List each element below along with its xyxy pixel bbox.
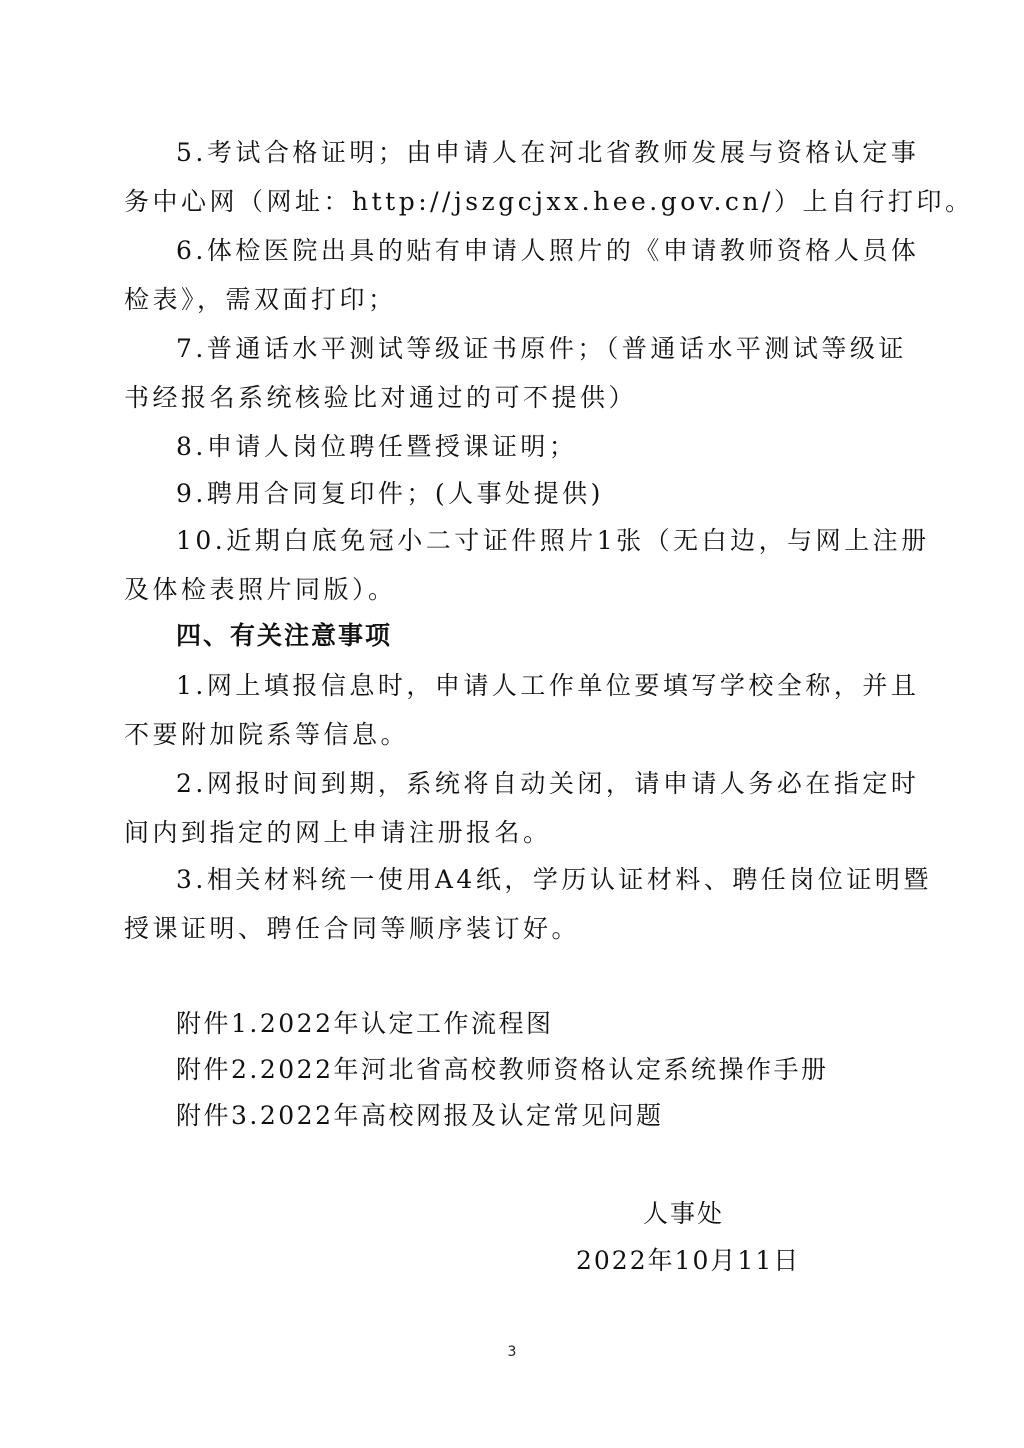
signature-date: 2022年10月11日 <box>576 1246 801 1275</box>
note-item-3-line-1: 3.相关材料统一使用A4纸，学历认证材料、聘任岗位证明暨 <box>176 865 932 894</box>
note-item-2-line-2: 间内到指定的网上申请注册报名。 <box>124 818 552 847</box>
note-item-1-line-1: 1.网上填报信息时，申请人工作单位要填写学校全称，并且 <box>176 671 920 700</box>
section-heading-notes: 四、有关注意事项 <box>176 621 393 650</box>
material-item-6-line-1: 6.体检医院出具的贴有申请人照片的《申请教师资格人员体 <box>176 236 920 265</box>
attachment-item-3: 附件3.2022年高校网报及认定常见问题 <box>176 1101 664 1130</box>
material-item-5-line-1: 5.考试合格证明；由申请人在河北省教师发展与资格认定事 <box>176 138 920 167</box>
material-item-5-line-2: 务中心网（网址：http://jszgcjxx.hee.gov.cn/）上自行打印。 <box>124 187 974 216</box>
attachment-item-1: 附件1.2022年认定工作流程图 <box>176 1009 554 1038</box>
note-item-2-line-1: 2.网报时间到期，系统将自动关闭，请申请人务必在指定时 <box>176 769 920 798</box>
material-item-9: 9.聘用合同复印件；(人事处提供) <box>176 479 604 508</box>
page-number: 3 <box>507 1344 517 1360</box>
attachment-item-2: 附件2.2022年河北省高校教师资格认定系统操作手册 <box>176 1055 829 1084</box>
material-item-6-line-2: 检表》，需双面打印； <box>124 285 397 314</box>
material-item-10-line-2: 及体检表照片同版）。 <box>124 575 397 604</box>
material-item-10-line-1: 10.近期白底免冠小二寸证件照片1张（无白边，与网上注册 <box>176 526 930 555</box>
material-item-8: 8.申请人岗位聘任暨授课证明； <box>176 432 578 461</box>
signature-department: 人事处 <box>643 1199 725 1228</box>
material-item-7-line-1: 7.普通话水平测试等级证书原件；（普通话水平测试等级证 <box>176 334 907 363</box>
material-item-7-line-2: 书经报名系统核验比对通过的可不提供） <box>124 383 638 412</box>
note-item-3-line-2: 授课证明、聘任合同等顺序装订好。 <box>124 914 581 943</box>
note-item-1-line-2: 不要附加院系等信息。 <box>124 720 410 749</box>
